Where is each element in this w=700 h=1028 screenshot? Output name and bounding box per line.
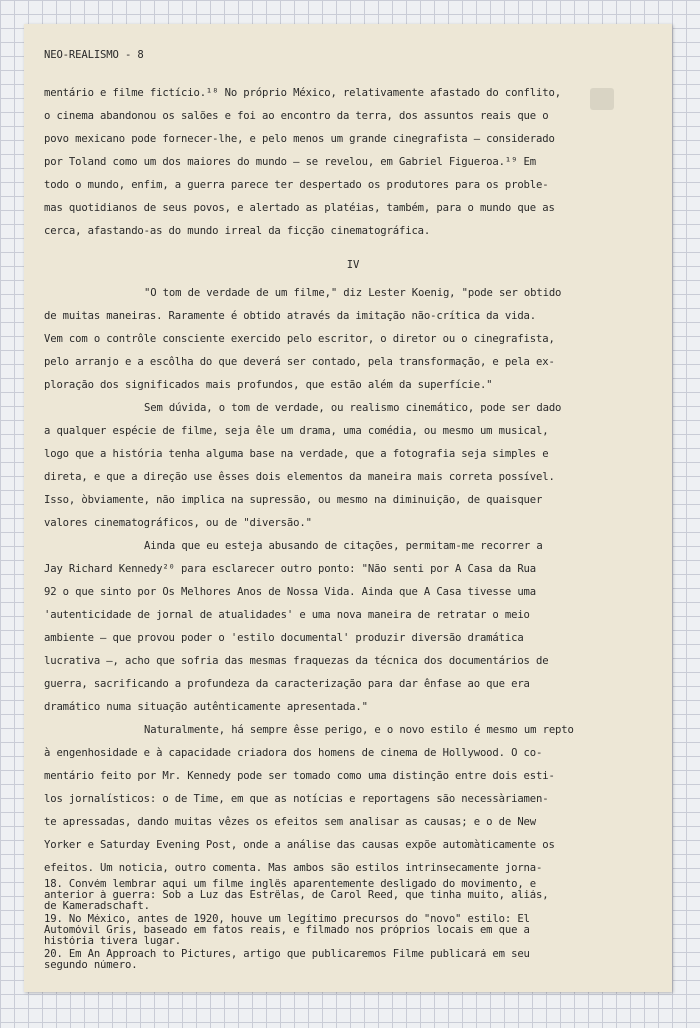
text-line: direta, e que a direção use êsses dois elementos da maneira mais correta possível. — [44, 471, 555, 483]
footnote-line: Automóvil Gris, baseado em fatos reais, e filmado nos próprios locais em que a — [44, 925, 530, 936]
footnote-line: 20. Em An Approach to Pictures, artigo que publicaremos Filme publicará em seu — [44, 949, 530, 960]
text-line: Vem com o contrôle consciente exercido pelo escritor, o diretor ou o cinegrafista, — [44, 333, 555, 345]
page-header: NEO-REALISMO - 8 — [44, 49, 144, 61]
text-line: "O tom de verdade de um filme," diz Lester Koenig, "pode ser obtido — [144, 287, 562, 299]
text-line: Isso, òbviamente, não implica na supressão, ou mesmo na diminuição, de quaisquer — [44, 494, 543, 506]
text-line: a qualquer espécie de filme, seja êle um drama, uma comédia, ou mesmo um musical, — [44, 425, 549, 437]
text-line: mentário feito por Mr. Kennedy pode ser tomado como uma distinção entre dois esti- — [44, 770, 555, 782]
text-line: efeitos. Um noticia, outro comenta. Mas ambos são estilos intrinsecamente jorna- — [44, 862, 543, 874]
text-line: Naturalmente, há sempre êsse perigo, e o novo estilo é mesmo um repto — [144, 724, 574, 736]
text-line: Yorker e Saturday Evening Post, onde a análise das causas expõe automàticamente os — [44, 839, 555, 851]
text-line: cerca, afastando-as do mundo irreal da ficção cinematográfica. — [44, 225, 431, 237]
text-line: o cinema abandonou os salões e foi ao encontro da terra, dos assuntos reais que o — [44, 110, 549, 122]
text-line: dramático numa situação autênticamente apresentada." — [44, 701, 368, 713]
text-line: 92 o que sinto por Os Melhores Anos de Nossa Vida. Ainda que A Casa tivesse uma — [44, 586, 537, 598]
text-line: lucrativa —, acho que sofria das mesmas fraquezas da técnica dos documentários de — [44, 655, 549, 667]
typewritten-page — [24, 24, 672, 992]
text-line: mentário e filme fictício.¹⁸ No próprio México, relativamente afastado do conflito, — [44, 87, 561, 99]
text-line: Jay Richard Kennedy²⁰ para esclarecer outro ponto: "Não senti por A Casa da Rua — [44, 563, 537, 575]
text-line: Sem dúvida, o tom de verdade, ou realismo cinemático, pode ser dado — [144, 402, 562, 414]
text-line: ambiente — que provou poder o 'estilo documental' produzir diversão dramática — [44, 632, 524, 644]
section-number: IV — [346, 259, 360, 271]
text-line: à engenhosidade e à capacidade criadora dos homens de cinema de Hollywood. O co- — [44, 747, 543, 759]
footnote-line: 19. No México, antes de 1920, houve um legítimo precursos do "novo" estilo: El — [44, 914, 530, 925]
text-line: de muitas maneiras. Raramente é obtido através da imitação não-crítica da vida. — [44, 310, 537, 322]
text-line: logo que a história tenha alguma base na verdade, que a fotografia seja simples e — [44, 448, 549, 460]
text-line: ploração dos significados mais profundos, que estão além da superfície." — [44, 379, 493, 391]
text-line: por Toland como um dos maiores do mundo — se revelou, em Gabriel Figueroa.¹⁹ Em — [44, 156, 537, 168]
text-line: valores cinematográficos, ou de "diversão." — [44, 517, 312, 529]
text-line: povo mexicano pode fornecer-lhe, e pelo menos um grande cinegrafista — considerado — [44, 133, 555, 145]
text-line: Ainda que eu esteja abusando de citações, permitam-me recorrer a — [144, 540, 543, 552]
text-line: los jornalísticos: o de Time, em que as notícias e reportagens são necessàriamen- — [44, 793, 549, 805]
footnote-line: anterior à guerra: Sob a Luz das Estrêlas, de Carol Reed, que tinha muito, aliás, — [44, 890, 549, 901]
text-line: mas quotidianos de seus povos, e alertado as platéias, também, para o mundo que as — [44, 202, 555, 214]
footnote-line: de Kameradschaft. — [44, 901, 150, 912]
text-line: guerra, sacrificando a profundeza da caracterização para dar ênfase ao que era — [44, 678, 530, 690]
text-line: te apressadas, dando muitas vêzes os efeitos sem analisar as causas; e o de New — [44, 816, 537, 828]
footnote-line: história tivera lugar. — [44, 936, 182, 947]
text-line: todo o mundo, enfim, a guerra parece ter despertado os produtores para os proble- — [44, 179, 549, 191]
text-line: pelo arranjo e a escôlha do que deverá ser contado, pela transformação, e pela ex- — [44, 356, 555, 368]
footnote-line: 18. Convém lembrar aqui um filme inglês aparentemente desligado do movimento, e — [44, 879, 537, 890]
footnote-line: segundo número. — [44, 960, 138, 971]
text-line: 'autenticidade de jornal de atualidades' e uma nova maneira de retratar o meio — [44, 609, 530, 621]
